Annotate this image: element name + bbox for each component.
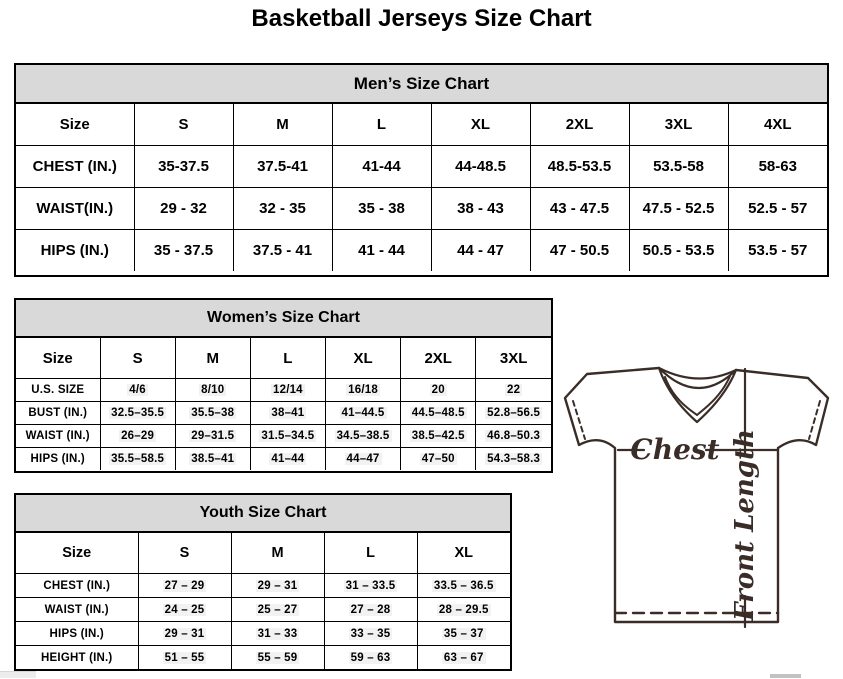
mens-chest-row xyxy=(16,146,827,188)
row-label: U.S. SIZE xyxy=(16,379,100,402)
table-cell: 20 xyxy=(401,379,476,402)
womens-col-header: S xyxy=(100,338,175,379)
table-cell: 8/10 xyxy=(175,379,250,402)
bottom-right-edge-artifact xyxy=(770,674,801,678)
row-label: BUST (IN.) xyxy=(16,402,100,425)
table-cell: 41–44.5 xyxy=(325,402,400,425)
table-cell: 33.5 – 36.5 xyxy=(417,574,510,598)
table-cell: 38.5–41 xyxy=(175,448,250,471)
womens-corner-cell: Size xyxy=(16,338,100,379)
table-cell: 46.8–50.3 xyxy=(476,425,551,448)
table-cell: 26–29 xyxy=(100,425,175,448)
table-cell: 52.8–56.5 xyxy=(476,402,551,425)
table-cell: 34.5–38.5 xyxy=(325,425,400,448)
table-cell: 35.5–58.5 xyxy=(100,448,175,471)
table-cell: 44–47 xyxy=(325,448,400,471)
table-cell: 35.5–38 xyxy=(175,402,250,425)
row-label: CHEST (IN.) xyxy=(16,574,138,598)
table-cell: 54.3–58.3 xyxy=(476,448,551,471)
table-cell: 53.5 - 57 xyxy=(728,230,827,272)
table-cell: 22 xyxy=(476,379,551,402)
table-cell: 38.5–42.5 xyxy=(401,425,476,448)
table-cell: 32.5–35.5 xyxy=(100,402,175,425)
table-cell: 35 – 37 xyxy=(417,622,510,646)
table-cell: 35 - 37.5 xyxy=(134,230,233,272)
table-cell: 27 – 29 xyxy=(138,574,231,598)
table-cell: 55 – 59 xyxy=(231,646,324,670)
table-cell: 50.5 - 53.5 xyxy=(629,230,728,272)
table-cell: 47 - 50.5 xyxy=(530,230,629,272)
chest-label: Chest xyxy=(630,433,720,466)
mens-size-chart-table xyxy=(14,63,829,277)
mens-waist-row xyxy=(16,188,827,230)
table-cell: 51 – 55 xyxy=(138,646,231,670)
youth-col-header: M xyxy=(231,533,324,574)
womens-col-header: L xyxy=(250,338,325,379)
womens-col-header: 3XL xyxy=(476,338,551,379)
youth-waist-row xyxy=(16,598,510,622)
table-cell: 48.5-53.5 xyxy=(530,146,629,188)
womens-col-header: XL xyxy=(325,338,400,379)
table-cell: 47–50 xyxy=(401,448,476,471)
row-label: HIPS (IN.) xyxy=(16,230,134,272)
mens-col-header: S xyxy=(134,104,233,146)
row-label: WAIST(IN.) xyxy=(16,188,134,230)
table-cell: 41-44 xyxy=(332,146,431,188)
table-cell: 29–31.5 xyxy=(175,425,250,448)
mens-col-header: 3XL xyxy=(629,104,728,146)
youth-hips-row xyxy=(16,622,510,646)
table-cell: 29 – 31 xyxy=(138,622,231,646)
table-cell: 29 - 32 xyxy=(134,188,233,230)
womens-col-header: M xyxy=(175,338,250,379)
womens-hips-row xyxy=(16,448,551,471)
youth-header-row xyxy=(16,533,510,574)
table-cell: 38–41 xyxy=(250,402,325,425)
table-cell: 59 – 63 xyxy=(324,646,417,670)
youth-corner-cell: Size xyxy=(16,533,138,574)
youth-height-row xyxy=(16,646,510,670)
table-cell: 31 – 33 xyxy=(231,622,324,646)
table-cell: 28 – 29.5 xyxy=(417,598,510,622)
table-cell: 44.5–48.5 xyxy=(401,402,476,425)
jersey-outline xyxy=(565,368,828,622)
table-cell: 4/6 xyxy=(100,379,175,402)
row-label: CHEST (IN.) xyxy=(16,146,134,188)
table-cell: 44-48.5 xyxy=(431,146,530,188)
table-cell: 32 - 35 xyxy=(233,188,332,230)
table-cell: 43 - 47.5 xyxy=(530,188,629,230)
womens-bust-row xyxy=(16,402,551,425)
table-cell: 41 - 44 xyxy=(332,230,431,272)
row-label: WAIST (IN.) xyxy=(16,425,100,448)
table-cell: 29 – 31 xyxy=(231,574,324,598)
womens-col-header: 2XL xyxy=(401,338,476,379)
mens-header-row xyxy=(16,104,827,146)
table-cell: 25 – 27 xyxy=(231,598,324,622)
youth-size-chart-table xyxy=(14,493,512,671)
table-cell: 37.5 - 41 xyxy=(233,230,332,272)
table-cell: 33 – 35 xyxy=(324,622,417,646)
youth-col-header: XL xyxy=(417,533,510,574)
mens-size-chart-header: Men’s Size Chart xyxy=(16,65,827,104)
table-cell: 35-37.5 xyxy=(134,146,233,188)
table-cell: 47.5 - 52.5 xyxy=(629,188,728,230)
table-cell: 31.5–34.5 xyxy=(250,425,325,448)
mens-corner-cell: Size xyxy=(16,104,134,146)
table-cell: 37.5-41 xyxy=(233,146,332,188)
womens-ussize-row xyxy=(16,379,551,402)
table-cell: 53.5-58 xyxy=(629,146,728,188)
jersey-diagram-svg xyxy=(555,355,843,679)
mens-col-header: 2XL xyxy=(530,104,629,146)
table-cell: 24 – 25 xyxy=(138,598,231,622)
mens-col-header: 4XL xyxy=(728,104,827,146)
table-cell: 41–44 xyxy=(250,448,325,471)
page-title: Basketball Jerseys Size Chart xyxy=(251,5,592,32)
table-cell: 44 - 47 xyxy=(431,230,530,272)
mens-col-header: XL xyxy=(431,104,530,146)
table-cell: 31 – 33.5 xyxy=(324,574,417,598)
row-label: WAIST (IN.) xyxy=(16,598,138,622)
row-label: HEIGHT (IN.) xyxy=(16,646,138,670)
womens-size-chart-header: Women’s Size Chart xyxy=(16,300,551,338)
youth-chest-row xyxy=(16,574,510,598)
row-label: HIPS (IN.) xyxy=(16,448,100,471)
table-cell: 16/18 xyxy=(325,379,400,402)
table-cell: 63 – 67 xyxy=(417,646,510,670)
table-cell: 12/14 xyxy=(250,379,325,402)
mens-col-header: M xyxy=(233,104,332,146)
youth-col-header: L xyxy=(324,533,417,574)
table-cell: 52.5 - 57 xyxy=(728,188,827,230)
youth-size-chart-header: Youth Size Chart xyxy=(16,495,510,533)
jersey-measurement-diagram xyxy=(555,355,843,679)
bottom-left-edge-artifact xyxy=(0,671,36,678)
youth-col-header: S xyxy=(138,533,231,574)
table-cell: 58-63 xyxy=(728,146,827,188)
table-cell: 35 - 38 xyxy=(332,188,431,230)
mens-col-header: L xyxy=(332,104,431,146)
row-label: HIPS (IN.) xyxy=(16,622,138,646)
table-cell: 38 - 43 xyxy=(431,188,530,230)
womens-header-row xyxy=(16,338,551,379)
womens-waist-row xyxy=(16,425,551,448)
mens-hips-row xyxy=(16,230,827,272)
womens-size-chart-table xyxy=(14,298,553,473)
table-cell: 27 – 28 xyxy=(324,598,417,622)
front-length-label: Front Length xyxy=(730,429,760,621)
